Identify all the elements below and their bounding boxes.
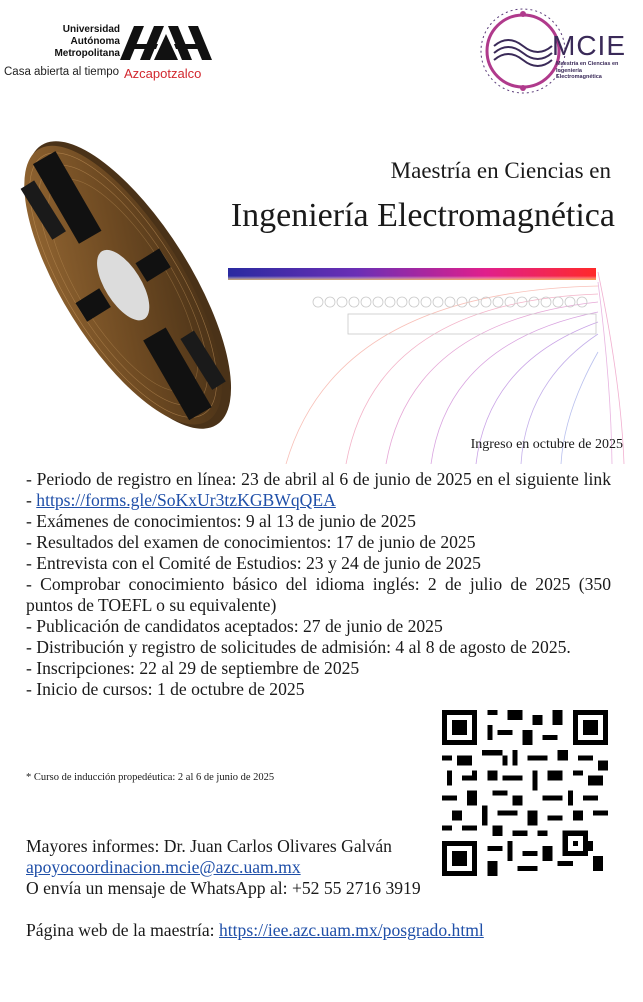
university-name [8, 24, 120, 60]
registration-link[interactable]: https://forms.gle/SoKxUr3tzKGBWqQEA [36, 490, 336, 510]
mcie-logo-text: MCIE [552, 30, 626, 61]
schedule-item: - Exámenes de conocimientos: 9 al 13 de junio de 2025 [26, 511, 416, 531]
contact-whatsapp: O envía un mensaje de WhatsApp al: +52 55 2716 3919 [26, 878, 421, 898]
page-title-line-2: Ingeniería Electromagnética [230, 197, 615, 234]
university-line-1: Universidad [62, 24, 120, 35]
coil-illustration [18, 122, 240, 448]
contact-web [26, 920, 586, 941]
schedule-item: - Resultados del examen de conocimientos: 17 de junio de 2025 [26, 532, 476, 552]
schedule-item [26, 469, 611, 511]
schedule-item: - Inicio de cursos: 1 de octubre de 2025 [26, 679, 305, 699]
university-line-2: Autónoma [70, 36, 120, 47]
admission-date-label: Ingreso en octubre de 2025 [470, 437, 623, 452]
program-website-link[interactable]: https://iee.azc.uam.mx/posgrado.html [218, 920, 484, 940]
schedule-item: - Entrevista con el Comité de Estudios: 23 y 24 de junio de 2025 [26, 553, 481, 573]
schedule-item: - Publicación de candidatos aceptados: 27 de junio de 2025 [26, 616, 443, 636]
uam-logo-icon [120, 24, 212, 64]
schedule-item: - Distribución y registro de solicitudes de admisión: 4 al 8 de agosto de 2025. [26, 637, 571, 657]
field-simulation-image [226, 262, 626, 464]
schedule-list [26, 469, 611, 700]
schedule-item: - Inscripciones: 22 al 29 de septiembre de 2025 [26, 658, 360, 678]
university-motto: Casa abierta al tiempo [4, 66, 120, 78]
schedule-item: - Comprobar conocimiento básico del idioma inglés: 2 de julio de 2025 (350 puntos de TOEFL o su equivalente) [26, 574, 611, 615]
schedule-item-text: - Periodo de registro en línea: 23 de abril al 6 de junio de 2025 en el siguiente link - [26, 469, 611, 510]
footnote: * Curso de inducción propedéutica: 2 al 6 de junio de 2025 [26, 772, 275, 783]
campus-name: Azcapotzalco [124, 66, 202, 81]
contact-email-link[interactable]: apoyocoordinacion.mcie@azc.uam.mx [26, 857, 301, 877]
mcie-logo-subtitle: Maestría en Ciencias en Ingeniería Electromagnética [556, 61, 619, 80]
contact-web-label: Página web de la maestría: [26, 920, 219, 940]
contact-informes: Mayores informes: Dr. Juan Carlos Olivares Galván [26, 836, 392, 856]
page-title-line-1: Maestría en Ciencias en [390, 158, 611, 183]
spacer [26, 899, 586, 920]
university-line-3: Metropolitana [54, 48, 120, 59]
contact-section [26, 836, 586, 941]
